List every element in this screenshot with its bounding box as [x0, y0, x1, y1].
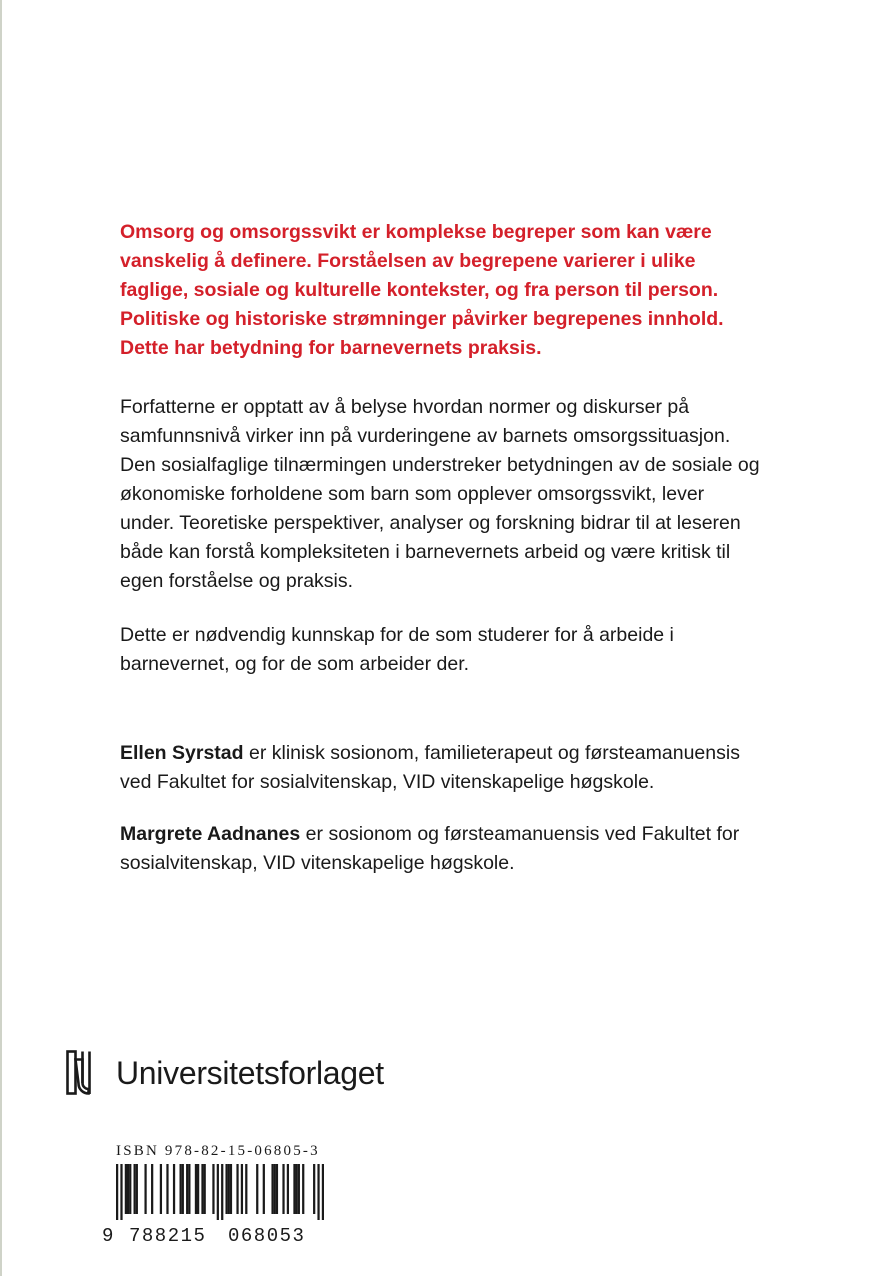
barcode-bar — [204, 1164, 206, 1214]
body-paragraph-1: Forfatterne er opptatt av å belyse hvordan normer og diskurser på samfunnsnivå virker inn på vurderingene av barnets omsorgssituasjon. Den sosialfaglige tilnærmingen understreker betydningen av de sosiale og økonomiske forholdene som barn som opplever omsorgssvikt, lever under. Teoretiske perspektiver, analyser og forskning bidrar til at leseren både kan forstå kompleksiteten i barnevernets arbeid og være kritisk til egen forståelse og praksis. — [120, 396, 760, 592]
barcode-bar — [263, 1164, 265, 1214]
author-bio-1 — [120, 739, 760, 797]
barcode-bar — [197, 1164, 199, 1214]
barcode-bar — [136, 1164, 138, 1214]
barcode-bar — [166, 1164, 168, 1214]
barcode-bar — [236, 1164, 238, 1214]
universitetsforlaget-logo-icon — [66, 1050, 92, 1096]
barcode-icon — [116, 1164, 324, 1220]
barcode-bar — [120, 1164, 122, 1220]
barcode-bar — [313, 1164, 315, 1214]
barcode-bar — [296, 1164, 298, 1214]
author-bio-text-2: er sosionom og førsteamanuensis ved Fakultet for sosialvitenskap, VID vitenskapelige høgskole. — [120, 823, 740, 874]
barcode-bar — [151, 1164, 153, 1214]
barcode-digits-left: 788215 — [129, 1225, 207, 1247]
barcode-bar — [182, 1164, 184, 1214]
publisher-name: Universitetsforlaget — [116, 1054, 384, 1091]
barcode-bar — [298, 1164, 300, 1214]
barcode-bar — [256, 1164, 258, 1214]
barcode-bar — [144, 1164, 146, 1214]
isbn-barcode-block — [102, 1142, 332, 1247]
barcode-bar — [186, 1164, 188, 1214]
author-bios — [120, 739, 760, 878]
back-cover-text — [120, 218, 760, 901]
barcode-bar — [201, 1164, 203, 1214]
barcode-bar — [116, 1164, 118, 1220]
barcode-bar — [125, 1164, 127, 1214]
barcode-bar — [230, 1164, 232, 1214]
barcode-bar — [287, 1164, 289, 1214]
barcode-digit-first: 9 — [102, 1225, 114, 1247]
barcode-bar — [173, 1164, 175, 1214]
isbn-label: ISBN 978-82-15-06805-3 — [116, 1143, 320, 1159]
barcode-bar — [228, 1164, 230, 1214]
barcode-bar — [195, 1164, 197, 1214]
barcode-bar — [212, 1164, 214, 1214]
author-name-1: Ellen Syrstad — [120, 742, 244, 764]
barcode-bar — [293, 1164, 295, 1214]
barcode-bar — [221, 1164, 223, 1220]
barcode-bar — [276, 1164, 278, 1214]
barcode-digits — [102, 1225, 332, 1247]
lead-paragraph: Omsorg og omsorgssvikt er komplekse begreper som kan være vanskelig å definere. Forståelsen av begrepene varierer i ulike faglige, sosiale og kulturelle kontekster, og fra person til person. Politiske og historiske strømninger påvirker begrepenes innhold. Dette har betydning for barnevernets praksis. — [120, 221, 724, 359]
barcode-bar — [302, 1164, 304, 1214]
barcode-bar — [179, 1164, 181, 1214]
barcode-bar — [188, 1164, 190, 1214]
barcode-bar — [317, 1164, 319, 1220]
barcode-bar — [241, 1164, 243, 1214]
barcode-bar — [134, 1164, 136, 1214]
barcode-bar — [282, 1164, 284, 1214]
publisher-brand — [66, 1050, 384, 1096]
barcode-bar — [274, 1164, 276, 1214]
barcode-bar — [225, 1164, 227, 1214]
author-name-2: Margrete Aadnanes — [120, 823, 301, 845]
cover-spine-edge — [0, 0, 2, 1276]
barcode-bar — [245, 1164, 247, 1214]
author-bio-2 — [120, 820, 760, 878]
barcode-bar — [127, 1164, 129, 1214]
author-bio-text-1: er klinisk sosionom, familieterapeut og førsteamanuensis ved Fakultet for sosialvitenskap, VID vitenskapelige høgskole. — [120, 742, 740, 793]
body-paragraph-2: Dette er nødvendig kunnskap for de som studerer for å arbeide i barnevernet, og for de som arbeider der. — [120, 624, 674, 675]
barcode-bar — [271, 1164, 273, 1214]
barcode-bar — [160, 1164, 162, 1214]
barcode-bar — [322, 1164, 324, 1220]
barcode-digits-right: 068053 — [228, 1225, 306, 1247]
barcode-bar — [129, 1164, 131, 1214]
barcode-bar — [217, 1164, 219, 1220]
